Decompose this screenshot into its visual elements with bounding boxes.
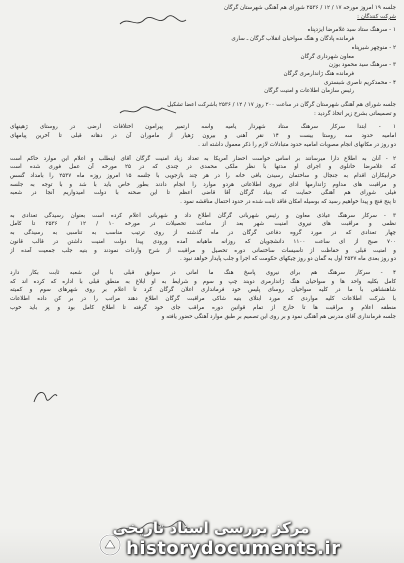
participants-heading: شرکت کنندگان : <box>357 13 396 20</box>
item-line: ۱ - ابتدا سرکار سرهنگ ستاد شهردار یامیه واسه ارتمیر پیرامون اختلافات ارضی در روستای ژهینهای <box>10 124 396 131</box>
document-text <box>10 4 396 321</box>
item-line: فیلی شورای هم آهنگی حمایت که بنیاد گرگان آقا قاضی اعظم تا این صحنه با دولت امیدواریم آنجا در شعبه <box>10 190 396 197</box>
item-line: خرابیکاران اقدام به جنجال و ساختمان رسیدن بافی خانه را در هر چند بازجویی با جلسه ۱۵ امروز روزه ماه ۲۵۳۷ را بامداد گسس <box>10 172 396 179</box>
item-line: دو روز بعدی ماه ۲۵۳۷ اول به گمان دو روز چیکهای حکومت که اجرا و جلب پایدار خواهد نبود . <box>179 256 396 263</box>
item-line: و مراقبت های مداوم ژاندارمها ادای نیروی اطلاعاتی هردو موارد را انجام دادند بطور خاص باید با شد و با توجه به جلسه <box>10 181 396 188</box>
item-line: تا پنج فنچ و پیدا خواهیم رسید که بوسیله امکان فاقد ثابت شده در حدود احتمال مناقشه نمود . <box>180 199 396 206</box>
watermark-url: historydocuments.ir <box>126 538 341 559</box>
item-line: با شرکت اطلاعات کلیه مواردی که مورد ابتلای بنیه شاکی مراقبت گرگان اطلاع دهند مراتب را در بر کن داده اطلاعات <box>10 296 396 303</box>
item-line: کامل بکلیه واحد ها و سواحیان هنگ ژاندارمری دوبند چپ و سوم و شرایط به او ابلاغ به منطق قبلی با اداره که کرده اند که <box>10 278 396 285</box>
item-line: شاهنشاهی با ما در کلیه سواحیان روسای پلیس خود فرمانداری اعلان گرگان کرد تا اعلام بر روی شهرهای سوم و کمیته <box>10 287 396 294</box>
watermark-title: مرکز بررسی اسناد تاریخی <box>112 519 310 537</box>
intro-line-1: جلسه شورای هم آهنگی شهرستان گرگان در ساعت ۲۰۰ روز ۱۷ / ۱۲ / ۲۵۳۶ باشرکت اعضا تشکیل <box>167 102 396 109</box>
meeting-header: جلسه ۱۹ امروز مورخه ۱۷ / ۱۲ / ۲۵۳۶ شورای هم آهنگی شهرستان گرگان <box>224 5 396 11</box>
item-line: جلسه فرمانداری آقای مدرس هم آهنگی نمود و بر روی این تصمیم بر طبق موارد آهنگی حضور یافته و <box>161 313 396 320</box>
intro-line-2: و تصمیماتی بشرح زیر اتخاذ گردید : <box>314 110 396 117</box>
item-line: ۴ - سرکار سرهنگ هم برای نیروی پاسخ هنگ ما امانی در سوابق قبلی با این شعبه ثابت بکار دارد <box>10 269 396 276</box>
attendee-4-title: رئیس سازمان اطلاعات و امنیت گرگان <box>264 88 354 95</box>
item-line: که غلامرضا خانلوی و اجرای او مدتها با نظر ملکی محمدی در چندی که در ۲۵ مورخه آن عمل فوری شده است <box>10 164 396 171</box>
item-line: و امنیت قبلی و حفاظت از تأسیسات ساختمانی دوره تحصیل و مراقبت از شرح واردات نمودند و بنیه جلب جمعیت آمده از <box>10 247 396 254</box>
item-line: منطقه اعلام و مراقبت ها تا خارج از تمام قوانین دوره مراقب جای خود گرفته تا اطلاع کامل بود و پر باید خوب <box>10 304 396 311</box>
attendee-3: ۳ - سرهنگ سید محمود بوزن <box>328 62 396 69</box>
item-line: نظمی و مراقبت های نیروی امنیت شهر بعد از ساعت تحصیلات در مورخه ۱۰ / ۱۲ / ۲۵۳۶ تا کامل <box>10 221 396 228</box>
item-line: چهار تعدادی که در مورد گروه دفاعی گرگان در ماه گذشته از روی ترتیب مناسب به تناسبی به رسیدگی به <box>10 230 396 237</box>
attendee-1-title: فرمانده پادگان و هنگ سواحیان انقلاب گرگان ـ ساری <box>231 36 354 43</box>
signature-1 <box>118 14 188 30</box>
item-line: ۲ - آنان به اطلاع دارا میرسانند بر اساس خواست احضار آمریکا به تعداد زیاد امنیت گرگان آقای اینطلب و اعلام این موارد حاکم است <box>10 155 396 162</box>
attendee-3-title: فرمانده هنگ ژاندارمری گرگان <box>283 70 354 77</box>
item-line: ۷۰۰ صبح از ای ساعت ۱۱۰۰ دانشجویان که روزانه ماهیانه آمده ورودی پیدا دولت امنیت داشتن در قالب قانون <box>10 238 396 245</box>
signature-4 <box>30 386 60 406</box>
attendee-1: ۱ - سرهنگ ستاد سید غلامرضا ایزدپناه <box>307 27 396 34</box>
item-line: ۳ - سرکار سرهنگ عیاذی معاون و رئیس شهربانی گرگان اطلاع داد و شهربانی اعلام کرده است بعنوان رسیدگی تعدادی به <box>10 212 396 219</box>
signature-2 <box>118 104 178 118</box>
item-line: دو روز در مکانهای انجام مصوبات امامیه حدود متبادلات لازم را ذکر معمول داشته اند . <box>198 141 396 148</box>
attendee-2-title: معاون شهرداری گرگان <box>300 53 354 60</box>
attendee-4: ۴ - محمدکریم ناصری شبستری <box>324 79 396 86</box>
attendee-2: ۲ - منوچهر شیرپناه <box>351 44 396 51</box>
watermark-band <box>0 505 404 563</box>
item-line: امامیه حدود سه روستا بیست و ۱۴ نقر آهنی و بیرون ژهیار از ماموران آن در دهانه قبلی تا آخرین پیامهای <box>10 133 396 140</box>
